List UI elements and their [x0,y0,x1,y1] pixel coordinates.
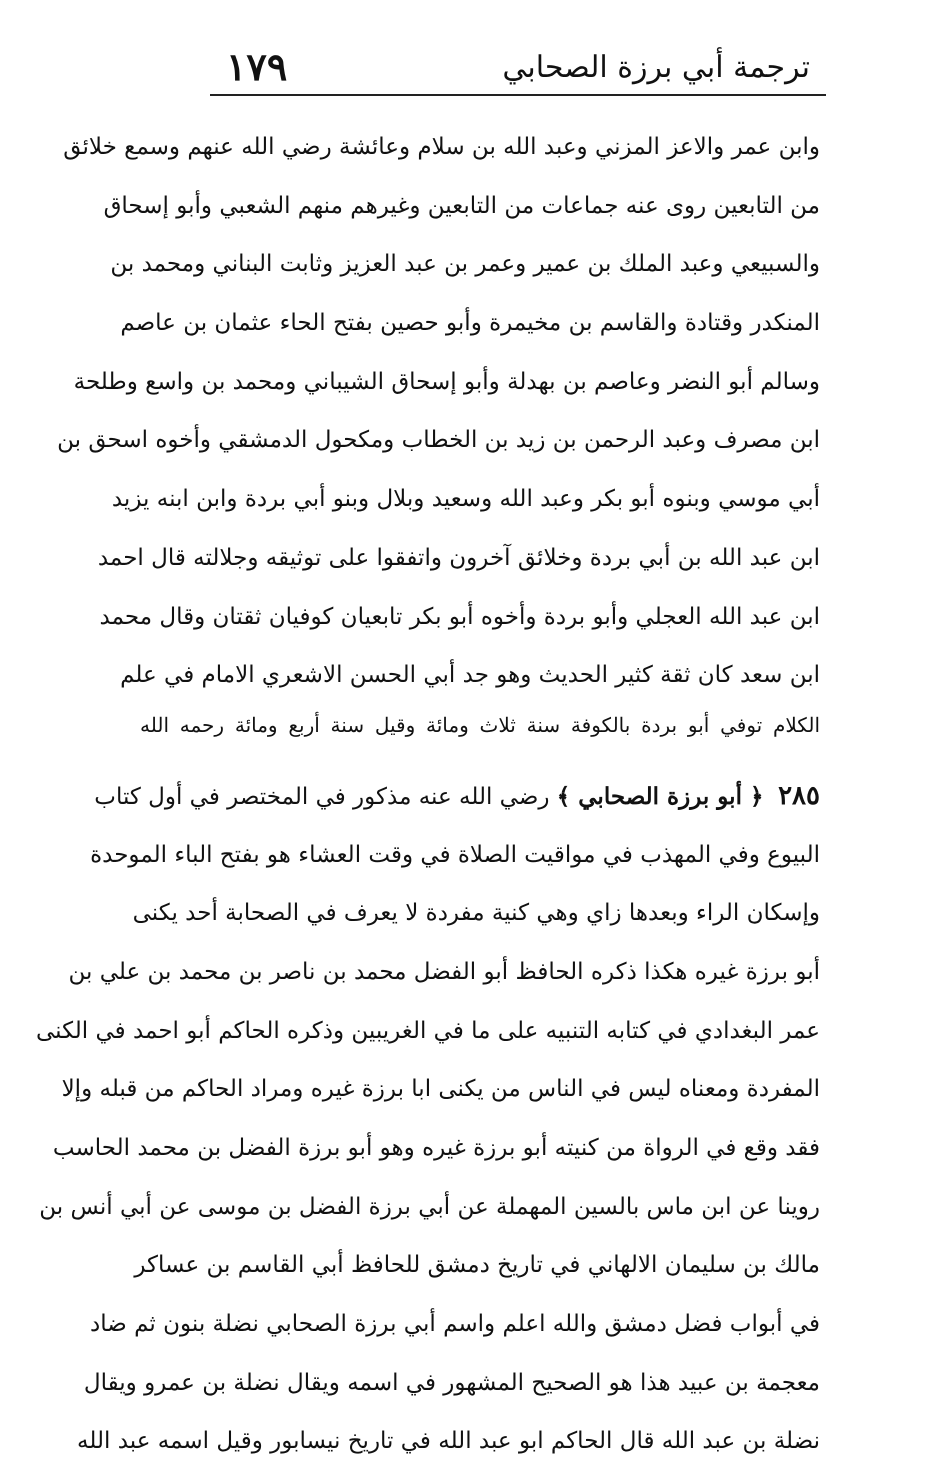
text-line: فقد وقع في الرواة من كنيته أبو برزة غيره وهو أبو برزة الفضل بن محمد الحاسب [52,1135,820,1161]
text-line: في أبواب فضل دمشق والله اعلم واسم أبي برزة الصحابي نضلة بنون ثم ضاد [90,1311,820,1338]
text-line: أبو برزة غيره هكذا ذكره الحافظ أبو الفضل محمد بن ناصر بن محمد بن علي بن [68,958,820,985]
entry-name: ﴿ أبو برزة الصحابي ﴾ [556,782,764,810]
text-line: نضلة بن عبد الله قال الحاكم ابو عبد الله في تاريخ نيسابور وقيل اسمه عبد الله [77,1428,820,1455]
text-line: ابن عبد الله العجلي وأبو بردة وأخوه أبو بكر تابعيان كوفيان ثقتان وقال محمد [99,603,820,630]
text-line: وإسكان الراء وبعدها زاي وهي كنية مفردة لا يعرف في الصحابة أحد يكنى [132,900,820,927]
text-line: أبي موسي وبنوه أبو بكر وعبد الله وسعيد وبلال وبنو أبي بردة وابن ابنه يزيد [111,486,820,513]
text-line: ابن عبد الله بن أبي بردة وخلائق آخرون واتفقوا على توثيقه وجلالته قال احمد [97,544,820,571]
text-line: روينا عن ابن ماس بالسين المهملة عن أبي برزة الفضل بن موسى عن أبي أنس بن [39,1193,820,1220]
text-line: وسالم أبو النضر وعاصم بن بهدلة وأبو إسحاق الشيباني ومحمد بن واسع وطلحة [73,368,820,395]
page-number: ١٧٩ [226,44,288,89]
entry-number: ٢٨٥ [778,780,820,811]
body-text [35,118,820,1471]
text-line: البيوع وفي المهذب في مواقيت الصلاة في وقت العشاء هو بفتح الباء الموحدة [90,841,820,868]
text-line: ابن سعد كان ثقة كثير الحديث وهو جد أبي الحسن الاشعري الامام في علم [120,662,820,689]
header-divider [210,94,826,96]
text-line: من التابعين روى عنه جماعات من التابعين وغيرهم منهم الشعبي وأبو إسحاق [103,192,820,219]
paragraph-closing-line: الكلام توفي أبو بردة بالكوفة سنة ثلاث ومائة وقيل سنة أربع ومائة رحمه الله [140,712,820,737]
text-line: المفردة ومعناه ليس في الناس من يكنى ابا برزة غيره ومراد الحاكم من قبله وإلا [61,1076,820,1103]
entry-heading-line [94,767,820,826]
text-line: وابن عمر والاعز المزني وعبد الله بن سلام وعائشة رضي الله عنهم وسمع خلائق [63,134,820,160]
paragraph-spacer [140,745,820,767]
text-line: والسبيعي وعبد الملك بن عمير وعمر بن عبد العزيز وثابت البناني ومحمد بن [110,251,820,278]
text-line: معجمة بن عبيد هذا هو الصحيح المشهور في اسمه ويقال نضلة بن عمرو ويقال [83,1369,820,1396]
page-header [210,38,826,98]
text-line: المنكدر وقتادة والقاسم بن مخيمرة وأبو حصين بفتح الحاء عثمان بن عاصم [120,310,820,337]
text-line: عمر البغدادي في كتابه التنبيه على ما في الغريبين وذكره الحاكم أبو احمد في الكنى [35,1017,820,1044]
text-line: مالك بن سليمان الالهاني في تاريخ دمشق للحافظ أبي القاسم بن عساكر [134,1252,820,1279]
entry-first-line-text: رضي الله عنه مذكور في المختصر في أول كتاب [94,783,550,810]
running-title: ترجمة أبي برزة الصحابي [502,50,810,85]
text-line: ابن مصرف وعبد الرحمن بن زيد بن الخطاب ومكحول الدمشقي وأخوه اسحق بن [57,427,820,454]
